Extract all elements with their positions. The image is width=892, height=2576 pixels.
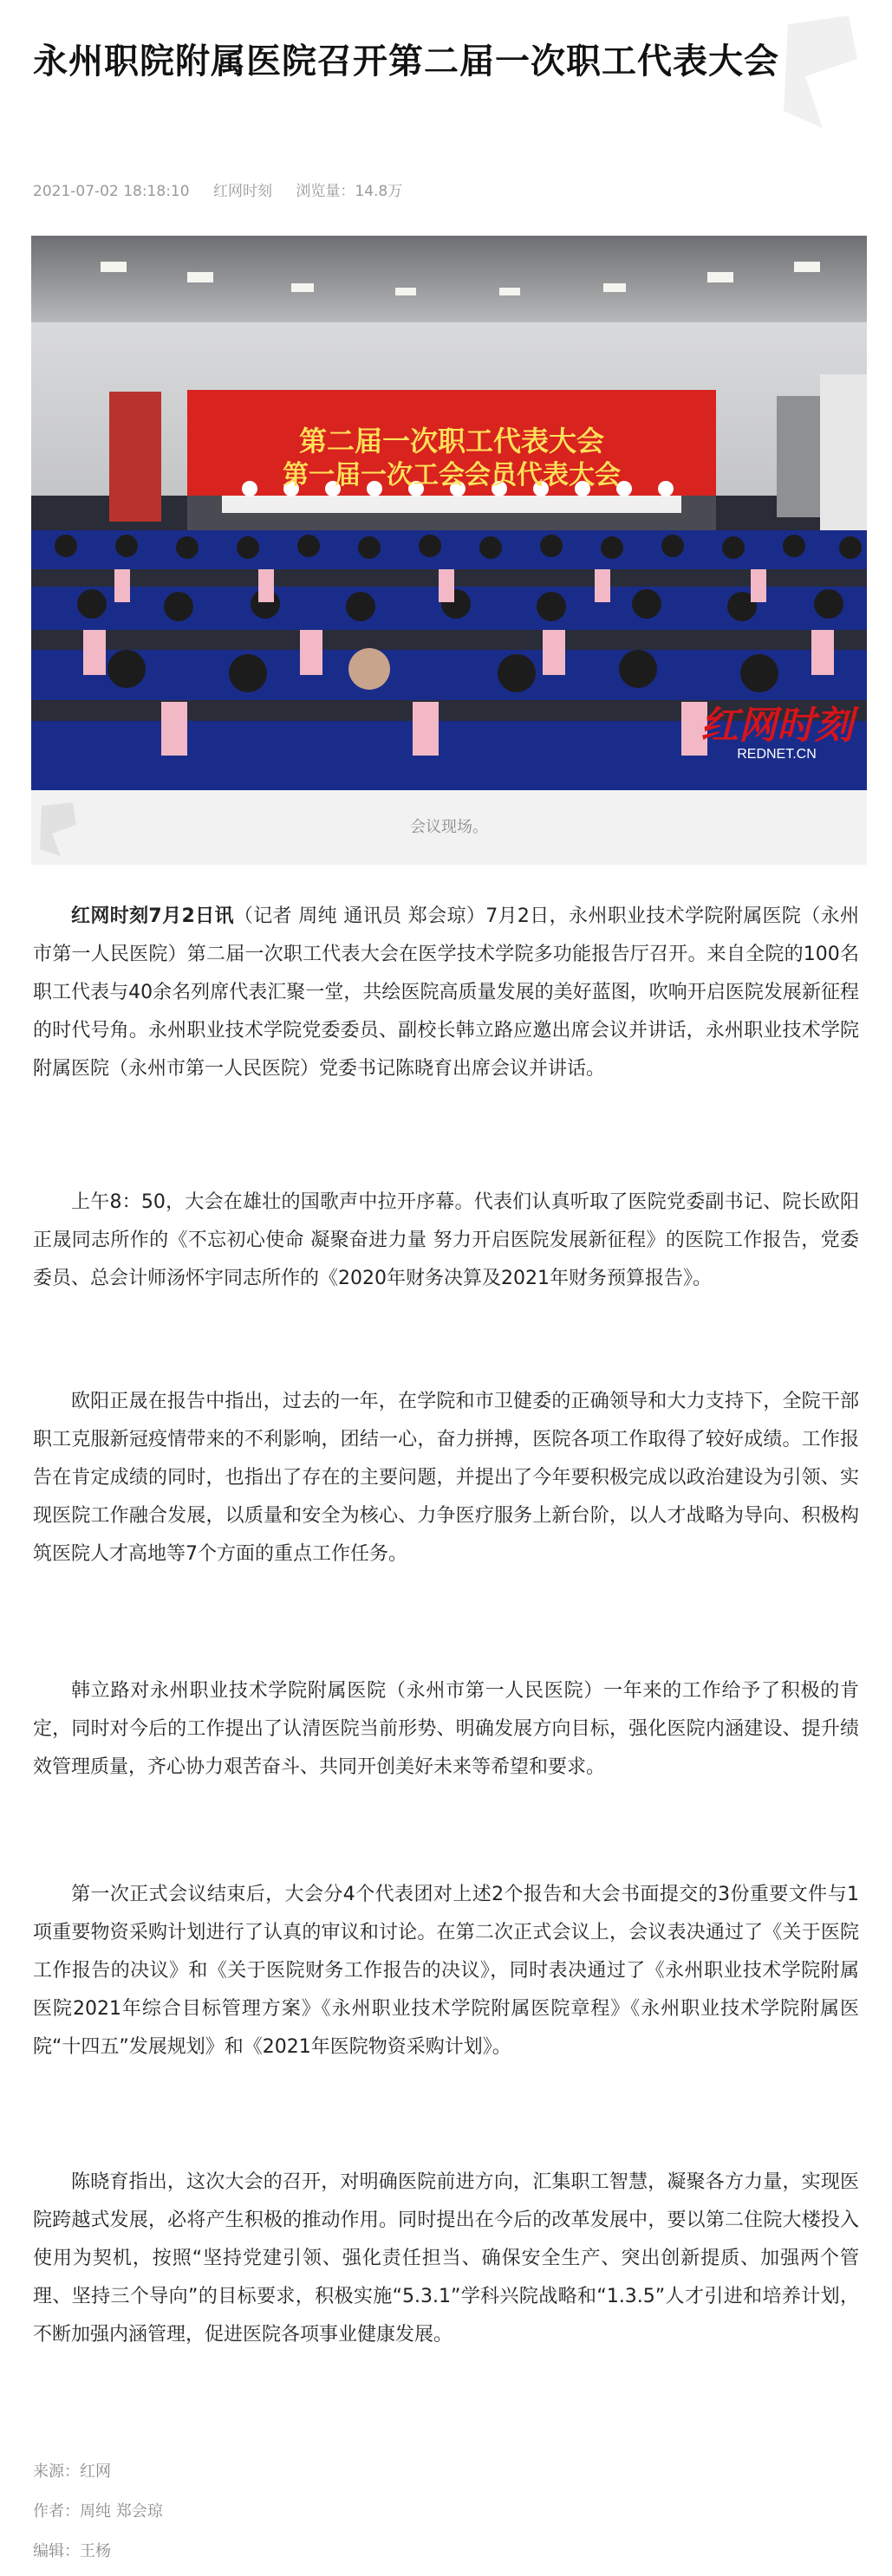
- photo-watermark-brand: 红网时刻: [700, 704, 853, 747]
- photo-watermark-url: REDNET.CN: [737, 747, 817, 762]
- article-title: 永州职院附属医院召开第二届一次职工代表大会: [33, 42, 779, 81]
- article-meta: [33, 178, 421, 200]
- source-site: 红网时刻: [212, 183, 272, 200]
- corner-watermark-icon: [35, 799, 81, 860]
- paragraph-1: [33, 898, 859, 1088]
- views-value: 14.8万: [355, 183, 403, 200]
- footer-source: 来源：红网: [33, 2462, 111, 2481]
- article-photo-figure: [31, 236, 867, 865]
- footer-author: 作者：周纯 郑会琼: [33, 2502, 163, 2521]
- view-count: [296, 183, 402, 200]
- photo-caption: 会议现场。: [410, 818, 488, 836]
- paragraph-2: 上午8：50，大会在雄壮的国歌声中拉开序幕。代表们认真听取了医院党委副书记、院长欧阳正晟同志所作的《不忘初心使命 凝聚奋进力量 努力开启医院发展新征程》的医院工作报告，党委委员、总会计师汤怀宇同志所作的《2020年财务决算及2021年财务预算报告》。: [33, 1191, 859, 1289]
- dateline: 红网时刻7月2日讯: [71, 905, 234, 927]
- banner-line-1: 第二届一次职工代表大会: [298, 425, 605, 457]
- views-label: 浏览量：: [296, 183, 355, 200]
- paragraph-3: 欧阳正晟在报告中指出，过去的一年，在学院和市卫健委的正确领导和大力支持下，全院干部职工克服新冠疫情带来的不利影响，团结一心，奋力拼搏，医院各项工作取得了较好成绩。工作报告在肯定成绩的同时，也指出了存在的主要问题，并提出了今年要积极完成以政治建设为引领、实现医院工作融合发展，以质量和安全为核心、力争医疗服务上新台阶，以人才战略为导向、积极构筑医院人才高地等7个方面的重点工作任务。: [33, 1391, 859, 1565]
- meeting-photo: [31, 236, 867, 790]
- paragraph-5: 第一次正式会议结束后，大会分4个代表团对上述2个报告和大会书面提交的3份重要文件与1项重要物资采购计划进行了认真的审议和讨论。在第二次正式会议上，会议表决通过了《关于医院工作报告的决议》和《关于医院财务工作报告的决议》，同时表决通过了《永州职业技术学院附属医院2021年综合目标管理方案》《永州职业技术学院附属医院章程》《永州职业技术学院附属医院“十四五”发展规划》和《2021年医院物资采购计划》。: [33, 1884, 859, 2058]
- banner-line-2: 第一届一次工会会员代表大会: [283, 461, 621, 490]
- paragraph-1-text: （记者 周纯 通讯员 郑会琼）7月2日，永州职业技术学院附属医院（永州市第一人民医院）第二届一次职工代表大会在医学技术学院多功能报告厅召开。来自全院的100名职工代表与40余名列席代表汇聚一堂，共绘医院高质量发展的美好蓝图，吹响开启医院发展新征程的时代号角。永州职业技术学院党委委员、副校长韩立路应邀出席会议并讲话，永州职业技术学院附属医院（永州市第一人民医院）党委书记陈晓育出席会议并讲话。: [33, 905, 859, 1080]
- footer-editor: 编辑：王杨: [33, 2542, 111, 2560]
- paragraph-6: 陈晓育指出，这次大会的召开，对明确医院前进方向，汇集职工智慧，凝聚各方力量，实现医院跨越式发展，必将产生积极的推动作用。同时提出在今后的改革发展中，要以第二住院大楼投入使用为契机，按照“坚持党建引领、强化责任担当、确保安全生产、突出创新提质、加强两个管理、坚持三个导向”的目标要求，积极实施“5.3.1”学科兴院战略和“1.3.5”人才引进和培养计划，不断加强内涵管理，促进医院各项事业健康发展。: [33, 2171, 859, 2346]
- publish-datetime: 2021-07-02 18:18:10: [33, 183, 190, 200]
- paragraph-4: 韩立路对永州职业技术学院附属医院（永州市第一人民医院）一年来的工作给予了积极的肯定，同时对今后的工作提出了认清医院当前形势、明确发展方向目标，强化医院内涵建设、提升绩效管理质量，齐心协力艰苦奋斗、共同开创美好未来等希望和要求。: [33, 1680, 859, 1778]
